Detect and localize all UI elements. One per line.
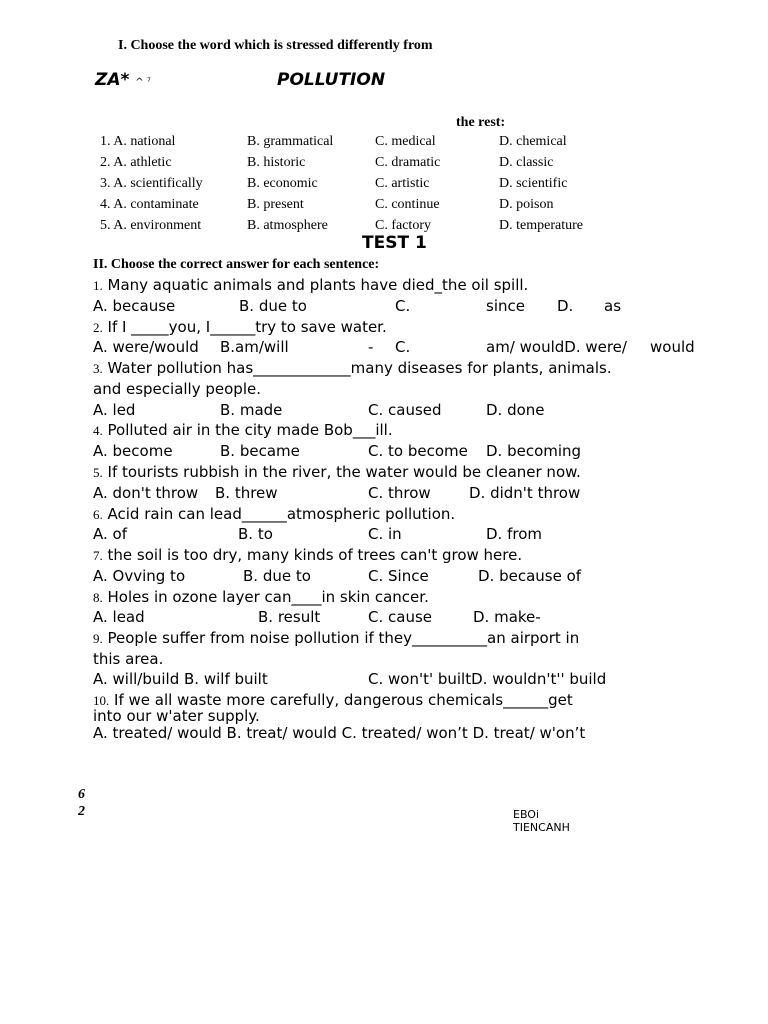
pollution-title: POLLUTION [277, 70, 386, 90]
option-b: B. made [220, 401, 283, 419]
option-d-text: would [650, 338, 695, 356]
option-d: D. scientific [499, 176, 568, 191]
option-d: D. because of [478, 567, 582, 585]
question-text: Acid rain can lead______atmospheric pollution. [102, 505, 456, 523]
option-b: B. historic [247, 155, 306, 170]
question-7-options [93, 567, 713, 587]
question-number: 6. [93, 507, 103, 522]
question-6-options [93, 525, 713, 545]
option-d: D. didn't throw [469, 484, 581, 502]
option-c: C. continue [375, 197, 440, 212]
option-a: 1. A. national [100, 134, 176, 149]
option-a-b: A. will/build B. wilf built [93, 670, 268, 688]
option-b: B. due to [239, 297, 307, 315]
option-d: D. poison [499, 197, 554, 212]
option-a: A. don't throw [93, 484, 199, 502]
za-mark-text: ZA* [95, 70, 130, 90]
option-c: C. dramatic [375, 155, 441, 170]
question-text: Holes in ozone layer can____in skin cancer. [102, 588, 429, 606]
question-6 [93, 505, 455, 523]
question-text: Water pollution has_____________many diseases for plants, animals. [102, 359, 612, 377]
question-text: Polluted air in the city made Bob___ill. [102, 421, 393, 439]
question-number: 10. [93, 693, 110, 708]
question-1 [93, 276, 528, 294]
question-9-cont: this area. [93, 650, 164, 668]
question-2 [93, 318, 387, 336]
option-c: C. to become [368, 442, 468, 460]
page-number-digit: 6 [78, 787, 85, 802]
question-9 [93, 629, 579, 647]
option-d: D. from [486, 525, 542, 543]
option-c-d: C. won't' builtD. wouldn't'' build [368, 670, 607, 688]
option-b: B. result [258, 608, 321, 626]
option-d: D. done [486, 401, 545, 419]
question-1-options [93, 297, 713, 317]
option-a: A. Ovving to [93, 567, 186, 585]
option-a: 2. A. athletic [100, 155, 172, 170]
question-text: Many aquatic animals and plants have died_the oil spill. [102, 276, 529, 294]
question-3 [93, 359, 612, 377]
author-line: EBOi [513, 808, 540, 821]
question-number: 4. [93, 423, 103, 438]
question-9-options [93, 670, 713, 690]
option-c-d-text: am/ wouldD. were/ [486, 338, 627, 356]
option-c: C. Since [368, 567, 429, 585]
question-text: the soil is too dry, many kinds of trees can't grow here. [102, 546, 523, 564]
section1-heading: I. Choose the word which is stressed differently from [118, 38, 433, 53]
option-c: C. in [368, 525, 402, 543]
question-4-options [93, 442, 713, 462]
question-number: 5. [93, 465, 103, 480]
section1-heading-cont: the rest: [456, 115, 506, 130]
section2-heading: II. Choose the correct answer for each sentence: [93, 257, 380, 272]
option-b: B.am/will [220, 338, 289, 356]
dash: - [368, 338, 374, 356]
question-4 [93, 421, 393, 439]
option-b: B. to [238, 525, 273, 543]
option-b: B. became [220, 442, 300, 460]
option-c: C. caused [368, 401, 442, 419]
option-b: B. threw [215, 484, 278, 502]
page-number-digit: 2 [78, 804, 85, 819]
option-c: C. artistic [375, 176, 430, 191]
option-b: B. present [247, 197, 304, 212]
option-d: D. make- [473, 608, 541, 626]
question-2-options [93, 338, 713, 358]
option-b: B. due to [243, 567, 311, 585]
option-b: B. economic [247, 176, 318, 191]
option-c: C. [395, 297, 411, 315]
question-10-cont: into our w'ater supply. [93, 707, 260, 725]
option-a: 5. A. environment [100, 218, 202, 233]
page-number [78, 786, 85, 820]
option-c: C. medical [375, 134, 436, 149]
question-number: 2. [93, 320, 103, 335]
question-3-options [93, 401, 713, 421]
option-d-text: as [604, 297, 622, 315]
question-text: If tourists rubbish in the river, the water would be cleaner now. [102, 463, 581, 481]
question-5-options [93, 484, 713, 504]
question-text: If we all waste more carefully, dangerous chemicals______get [109, 691, 573, 709]
question-number: 8. [93, 590, 103, 605]
option-d: D. temperature [499, 218, 583, 233]
option-a: 4. A. contaminate [100, 197, 199, 212]
option-d: D. becoming [486, 442, 582, 460]
option-c: C. factory [375, 218, 431, 233]
question-number: 1. [93, 278, 103, 293]
author-credit [513, 808, 570, 834]
question-7 [93, 546, 522, 564]
option-b: B. grammatical [247, 134, 334, 149]
question-number: 9. [93, 631, 103, 646]
option-d: D. chemical [499, 134, 567, 149]
question-number: 3. [93, 361, 103, 376]
author-line: TIENCANH [513, 821, 570, 834]
option-c: C. cause [368, 608, 432, 626]
option-d: D. [557, 297, 574, 315]
option-a: A. led [93, 401, 136, 419]
option-b: B. atmosphere [247, 218, 328, 233]
question-text: People suffer from noise pollution if they__________an airport in [102, 629, 580, 647]
za-mark-small: ^ ⁷ [135, 77, 151, 88]
question-8-options [93, 608, 713, 628]
option-a: A. were/would [93, 338, 199, 356]
za-mark [95, 70, 151, 90]
test-title: TEST 1 [362, 233, 427, 253]
option-a: A. lead [93, 608, 145, 626]
option-d: D. classic [499, 155, 554, 170]
question-5 [93, 463, 581, 481]
option-c-text: since [486, 297, 525, 315]
question-text: If I _____you, I______try to save water. [102, 318, 387, 336]
option-a: A. of [93, 525, 127, 543]
option-c: C. throw [368, 484, 431, 502]
question-3-cont: and especially people. [93, 380, 261, 398]
option-c: C. [395, 338, 411, 356]
option-a: 3. A. scientifically [100, 176, 203, 191]
question-8 [93, 588, 429, 606]
option-a: A. because [93, 297, 176, 315]
option-a: A. become [93, 442, 173, 460]
question-number: 7. [93, 548, 103, 563]
question-10-options: A. treated/ would B. treat/ would C. treated/ won’t D. treat/ w'on’t [93, 724, 586, 742]
